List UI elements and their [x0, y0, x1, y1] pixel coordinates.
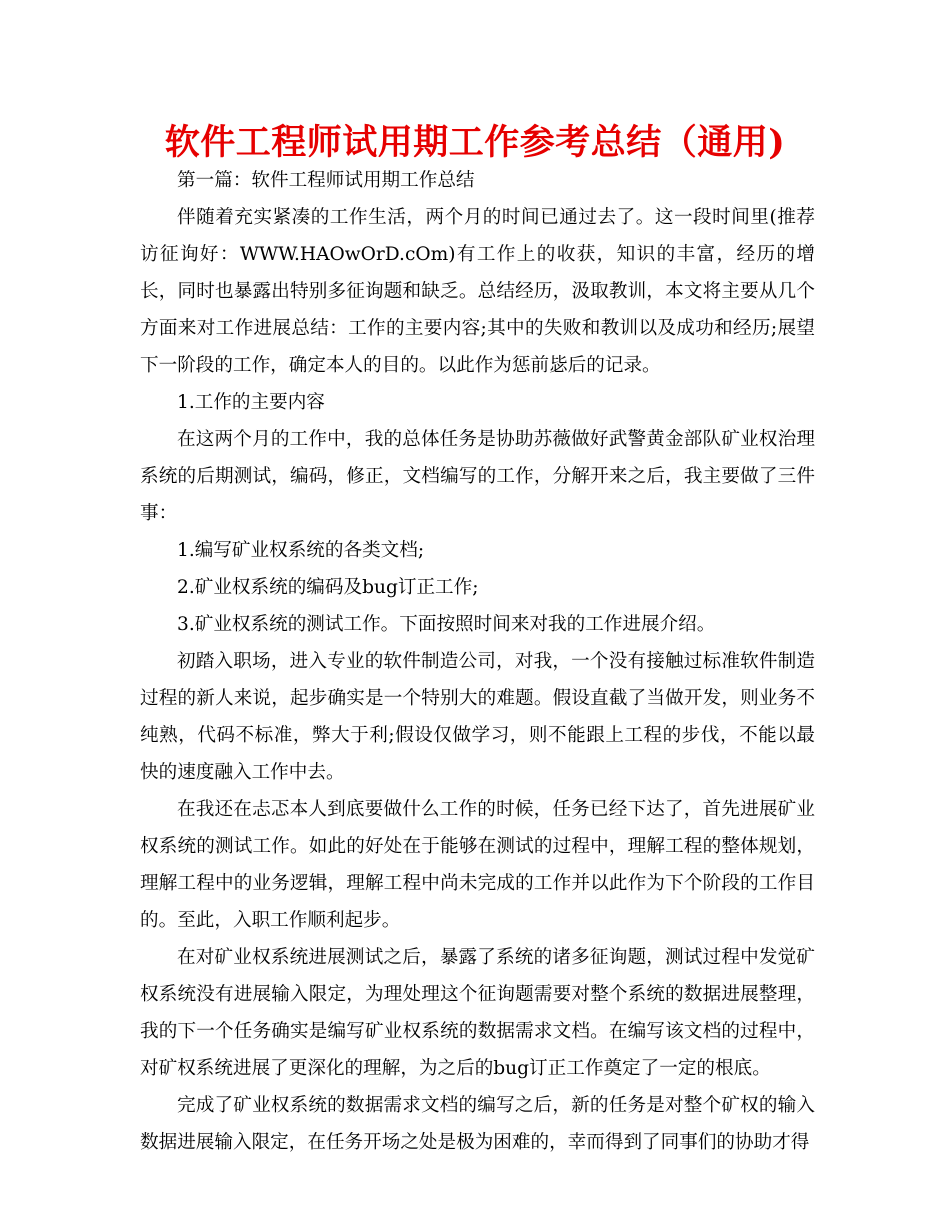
- paragraph-section-heading: 第一篇：软件工程师试用期工作总结: [177, 170, 475, 191]
- paragraph-testing-work: 在我还在忐忑本人到底要做什么工作的时候，任务已经下达了，首先进展矿业权系统的测试工作。如此的好处在于能够在测试的过程中，理解工程的整体规划，理解工程中的业务逻辑，理解工程中尚未完成的工作并以此作为下个阶段的工作目的。至此，入职工作顺利起步。: [140, 799, 815, 931]
- paragraph-subheading-main-work: 1.工作的主要内容: [177, 392, 325, 413]
- paragraph-overall-task: 在这两个月的工作中，我的总体任务是协助苏薇做好武警黄金部队矿业权治理系统的后期测试，编码，修正，文档编写的工作，分解开来之后，我主要做了三件事：: [140, 429, 815, 524]
- paragraph-intro: 伴随着充实紧凑的工作生活，两个月的时间已通过去了。这一段时间里(推荐访征询好：WWW.HAOwOrD.cOm)有工作上的收获，知识的丰富，经历的增长，同时也暴露出特别多征询题和缺乏。总结经历，汲取教训，本文将主要从几个方面来对工作进展总结：工作的主要内容;其中的失败和教训以及成功和经历;展望下一阶段的工作，确定本人的目的。以此作为惩前毖后的记录。: [140, 207, 815, 376]
- list-item-docs: 1.编写矿业权系统的各类文档;: [177, 540, 425, 561]
- paragraph-first-steps: 初踏入职场，进入专业的软件制造公司，对我，一个没有接触过标准软件制造过程的新人来说，起步确实是一个特别大的难题。假设直截了当做开发，则业务不纯熟，代码不标准，弊大于利;假设仅做学习，则不能跟上工程的步伐，不能以最快的速度融入工作中去。: [140, 651, 815, 783]
- paragraph-data-requirements: 在对矿业权系统进展测试之后，暴露了系统的诸多征询题，测试过程中发觉矿权系统没有进展输入限定，为理处理这个征询题需要对整个系统的数据进展整理，我的下一个任务确实是编写矿业权系统的数据需求文档。在编写该文档的过程中，对矿权系统进展了更深化的理解，为之后的bug订正工作奠定了一定的根底。: [140, 947, 815, 1079]
- list-item-coding: 2.矿业权系统的编码及bug订正工作;: [177, 577, 479, 598]
- document-title: 软件工程师试用期工作参考总结（通用): [164, 122, 786, 163]
- list-item-testing: 3.矿业权系统的测试工作。下面按照时间来对我的工作进展介绍。: [177, 614, 716, 635]
- paragraph-input-validation: 完成了矿业权系统的数据需求文档的编写之后，新的任务是对整个矿权的输入数据进展输入限定，在任务开场之处是极为困难的，幸而得到了同事们的协助才得: [140, 1095, 815, 1153]
- document-body: [140, 162, 815, 1161]
